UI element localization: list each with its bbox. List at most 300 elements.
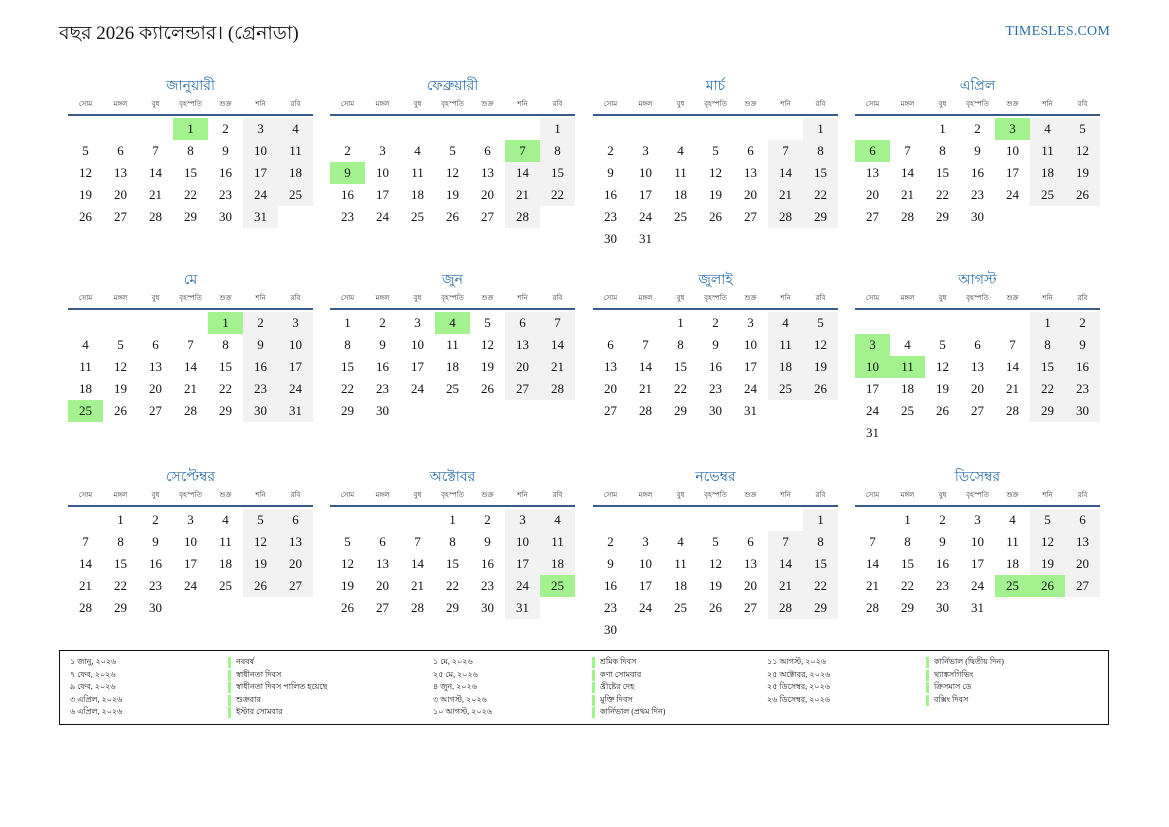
day-cell: 9: [607, 165, 614, 180]
day-cell: 11: [1030, 140, 1065, 162]
weekday-label: মঙ্গল: [638, 294, 653, 302]
day-cell: 16: [709, 359, 722, 374]
day-cell: 5: [344, 534, 351, 549]
day-cell: 12: [803, 334, 838, 356]
day-cell: 7: [768, 531, 803, 553]
holiday-date: ১০ আগস্ট, ২০২৬: [433, 707, 493, 717]
day-cell: 19: [936, 381, 949, 396]
weekday-header: [855, 98, 1100, 112]
day-cell: 17: [411, 359, 424, 374]
weekday-label: বুধ: [413, 100, 422, 108]
day-cell: 16: [341, 187, 354, 202]
day-cell: 15: [114, 556, 127, 571]
day-cell: 23: [709, 381, 722, 396]
day-cell: 22: [540, 184, 575, 206]
day-cell: 12: [79, 165, 92, 180]
day-cell: 24: [639, 209, 652, 224]
day-cell: 4: [1009, 512, 1016, 527]
day-cell: 1: [803, 118, 838, 140]
weekday-label: সোম: [865, 294, 880, 302]
day-cell: 23: [604, 209, 617, 224]
day-cell: 26: [709, 209, 722, 224]
holiday-day-cell: 6: [855, 140, 890, 162]
day-cell: 18: [540, 553, 575, 575]
day-cell: 19: [803, 356, 838, 378]
day-cell: 16: [243, 356, 278, 378]
day-cell: 20: [505, 356, 540, 378]
day-cell: 21: [540, 356, 575, 378]
weekday-label: শনি: [517, 294, 528, 302]
day-cell: 6: [1065, 509, 1100, 531]
day-cell: 23: [149, 578, 162, 593]
weekday-label: বুধ: [151, 294, 160, 302]
day-cell: 10: [184, 534, 197, 549]
day-cell: 18: [1030, 162, 1065, 184]
day-cell: 31: [505, 597, 540, 619]
day-cell: 14: [901, 165, 914, 180]
day-cell: 7: [904, 143, 911, 158]
day-cell: 7: [187, 337, 194, 352]
day-cell: 7: [82, 534, 89, 549]
day-cell: 25: [674, 600, 687, 615]
day-cell: 26: [1065, 184, 1100, 206]
weekday-label: শনি: [255, 491, 266, 499]
weekday-label: শুক্র: [744, 491, 757, 499]
holiday-marker: [592, 695, 595, 706]
day-cell: 14: [768, 162, 803, 184]
month-name: আগস্ট: [958, 273, 997, 288]
day-cell: 26: [79, 209, 92, 224]
day-cell: 23: [243, 378, 278, 400]
holiday-day-cell: 4: [435, 312, 470, 334]
day-cell: 13: [1065, 531, 1100, 553]
weekday-label: সোম: [78, 491, 93, 499]
day-cell: 7: [642, 337, 649, 352]
weekday-label: মঙ্গল: [638, 491, 653, 499]
day-cell: 31: [971, 600, 984, 615]
day-cell: 21: [149, 187, 162, 202]
weekday-label: শুক্র: [219, 491, 232, 499]
day-cell: 21: [184, 381, 197, 396]
day-cell: 2: [939, 512, 946, 527]
weekday-label: রবি: [815, 491, 826, 499]
day-cell: 10: [1006, 143, 1019, 158]
day-cell: 28: [411, 600, 424, 615]
day-cell: 25: [901, 403, 914, 418]
weekday-header: [593, 98, 838, 112]
day-cell: 3: [187, 512, 194, 527]
page-title: বছর 2026 ক্যালেন্ডার। (গ্রেনাডা): [59, 23, 299, 44]
weekday-label: বৃহস্পতি: [966, 100, 989, 108]
month-name: জুলাই: [698, 273, 733, 288]
day-cell: 6: [379, 534, 386, 549]
header-rule: [330, 505, 575, 507]
holiday-name: থ্যাঙ্কসগিভিং: [934, 669, 974, 679]
weekday-header: [593, 292, 838, 306]
day-cell: 24: [505, 575, 540, 597]
day-cell: 22: [341, 381, 354, 396]
day-cell: 22: [446, 578, 459, 593]
weekday-label: মঙ্গল: [375, 100, 390, 108]
day-cell: 9: [607, 556, 614, 571]
day-cell: 18: [674, 187, 687, 202]
day-cell: 26: [709, 600, 722, 615]
month-name: ডিসেম্বর: [954, 470, 1001, 485]
day-cell: 27: [866, 209, 879, 224]
day-cell: 30: [149, 600, 162, 615]
weekday-label: বুধ: [413, 491, 422, 499]
day-cell: 20: [278, 553, 313, 575]
day-cell: 3: [379, 143, 386, 158]
holiday-date: ২৫ অক্টোবর, ২০২৬: [767, 669, 831, 679]
holiday-day-cell: 3: [855, 334, 890, 356]
day-cell: 9: [243, 334, 278, 356]
weekday-label: বৃহস্পতি: [966, 491, 989, 499]
day-cell: 2: [484, 512, 491, 527]
holiday-name: কার্নিভাল (দ্বিতীয় দিন): [934, 657, 1004, 666]
header-rule: [68, 505, 313, 507]
day-cell: 15: [446, 556, 459, 571]
day-cell: 23: [376, 381, 389, 396]
holiday-day-cell: 1: [208, 312, 243, 334]
day-cell: 19: [709, 578, 722, 593]
weekday-label: শনি: [517, 100, 528, 108]
day-cell: 12: [1030, 531, 1065, 553]
day-cell: 6: [974, 337, 981, 352]
day-cell: 25: [674, 209, 687, 224]
day-cell: 27: [971, 403, 984, 418]
weekday-label: মঙ্গল: [113, 100, 128, 108]
day-cell: 5: [1030, 509, 1065, 531]
day-cell: 17: [278, 356, 313, 378]
day-cell: 30: [604, 622, 617, 637]
day-cell: 12: [243, 531, 278, 553]
day-cell: 6: [484, 143, 491, 158]
day-cell: 6: [747, 534, 754, 549]
day-cell: 5: [243, 509, 278, 531]
holiday-date: ৪ জুন, ২০২৬: [433, 682, 477, 692]
day-cell: 2: [152, 512, 159, 527]
weekday-label: শুক্র: [481, 100, 494, 108]
holiday-date: ৩ এপ্রিল, ২০২৬: [70, 694, 123, 704]
weekday-label: শনি: [780, 491, 791, 499]
day-cell: 6: [505, 312, 540, 334]
weekday-label: সোম: [603, 100, 618, 108]
day-cell: 5: [449, 143, 456, 158]
day-cell: 1: [1030, 312, 1065, 334]
day-cell: 3: [974, 512, 981, 527]
holiday-date: ৬ এপ্রিল, ২০২৬: [70, 707, 123, 717]
weekday-label: রবি: [552, 100, 563, 108]
weekday-label: শুক্র: [481, 491, 494, 499]
holiday-name: কণা সোমবার: [600, 669, 642, 679]
day-cell: 29: [803, 206, 838, 228]
day-cell: 3: [243, 118, 278, 140]
day-cell: 8: [803, 531, 838, 553]
day-cell: 2: [222, 121, 229, 136]
day-cell: 8: [117, 534, 124, 549]
day-cell: 5: [712, 534, 719, 549]
day-cell: 4: [677, 143, 684, 158]
header-rule: [68, 114, 313, 116]
day-cell: 30: [243, 400, 278, 422]
day-cell: 9: [1065, 334, 1100, 356]
day-cell: 30: [219, 209, 232, 224]
day-cell: 6: [152, 337, 159, 352]
day-cell: 25: [768, 378, 803, 400]
day-cell: 14: [768, 553, 803, 575]
weekday-label: বৃহস্পতি: [441, 491, 464, 499]
day-cell: 12: [1065, 140, 1100, 162]
holiday-marker: [926, 695, 929, 706]
site-link[interactable]: TIMESLES.COM: [1005, 24, 1110, 39]
day-cell: 28: [184, 403, 197, 418]
day-cell: 4: [1030, 118, 1065, 140]
day-cell: 18: [278, 162, 313, 184]
day-cell: 5: [939, 337, 946, 352]
day-cell: 27: [1065, 575, 1100, 597]
day-cell: 15: [936, 165, 949, 180]
day-cell: 17: [1006, 165, 1019, 180]
day-cell: 2: [243, 312, 278, 334]
day-cell: 24: [243, 184, 278, 206]
weekday-label: শনি: [1042, 294, 1053, 302]
weekday-header: [68, 489, 313, 503]
holiday-marker: [926, 657, 929, 668]
day-cell: 3: [414, 315, 421, 330]
day-cell: 15: [803, 162, 838, 184]
day-cell: 4: [540, 509, 575, 531]
header-rule: [330, 114, 575, 116]
day-cell: 12: [341, 556, 354, 571]
day-cell: 21: [639, 381, 652, 396]
weekday-label: শুক্র: [744, 100, 757, 108]
day-cell: 8: [1030, 334, 1065, 356]
day-cell: 7: [414, 534, 421, 549]
day-cell: 20: [744, 578, 757, 593]
weekday-label: সোম: [78, 294, 93, 302]
day-cell: 21: [79, 578, 92, 593]
day-cell: 16: [376, 359, 389, 374]
day-cell: 11: [79, 359, 92, 374]
day-cell: 10: [411, 337, 424, 352]
day-cell: 30: [936, 600, 949, 615]
day-cell: 20: [114, 187, 127, 202]
day-cell: 20: [149, 381, 162, 396]
holiday-date: ৯ ফেব, ২০২৬: [70, 682, 116, 692]
header-rule: [593, 114, 838, 116]
day-cell: 15: [219, 359, 232, 374]
day-cell: 20: [481, 187, 494, 202]
day-cell: 15: [674, 359, 687, 374]
day-cell: 30: [971, 209, 984, 224]
weekday-label: শনি: [255, 294, 266, 302]
day-cell: 28: [540, 378, 575, 400]
day-cell: 17: [376, 187, 389, 202]
weekday-label: মঙ্গল: [900, 491, 915, 499]
weekday-label: শনি: [1042, 100, 1053, 108]
day-cell: 19: [243, 553, 278, 575]
weekday-label: বৃহস্পতি: [704, 294, 727, 302]
weekday-label: রবি: [290, 491, 301, 499]
day-cell: 22: [901, 578, 914, 593]
holiday-date: ১১ আগস্ট, ২০২৬: [767, 657, 827, 666]
day-cell: 28: [866, 600, 879, 615]
day-cell: 4: [904, 337, 911, 352]
day-cell: 29: [341, 403, 354, 418]
day-cell: 17: [505, 553, 540, 575]
day-cell: 11: [219, 534, 232, 549]
header-rule: [593, 505, 838, 507]
day-cell: 29: [446, 600, 459, 615]
day-cell: 27: [149, 403, 162, 418]
day-cell: 17: [639, 578, 652, 593]
weekday-label: মঙ্গল: [113, 294, 128, 302]
holiday-marker: [592, 670, 595, 681]
day-cell: 24: [866, 403, 879, 418]
month-name: অক্টোবর: [429, 470, 476, 485]
weekday-label: বৃহস্পতি: [441, 294, 464, 302]
holiday-day-cell: 25: [995, 575, 1030, 597]
holiday-legend: [59, 650, 1109, 725]
day-cell: 4: [278, 118, 313, 140]
day-cell: 23: [936, 578, 949, 593]
day-cell: 29: [901, 600, 914, 615]
day-cell: 13: [744, 556, 757, 571]
day-cell: 11: [446, 337, 459, 352]
day-cell: 25: [219, 578, 232, 593]
day-cell: 16: [604, 187, 617, 202]
day-cell: 17: [971, 556, 984, 571]
day-cell: 13: [278, 531, 313, 553]
weekday-label: শনি: [255, 100, 266, 108]
weekday-label: সোম: [340, 294, 355, 302]
weekday-label: বুধ: [676, 100, 685, 108]
holiday-day-cell: 11: [890, 356, 925, 378]
holiday-date: ৩ আগস্ট, ২০২৬: [433, 694, 487, 704]
day-cell: 11: [674, 556, 687, 571]
day-cell: 5: [1065, 118, 1100, 140]
holiday-marker: [926, 670, 929, 681]
day-cell: 10: [639, 556, 652, 571]
day-cell: 3: [747, 315, 754, 330]
holiday-day-cell: 25: [68, 400, 103, 422]
day-cell: 27: [505, 378, 540, 400]
weekday-label: রবি: [552, 294, 563, 302]
day-cell: 31: [278, 400, 313, 422]
day-cell: 14: [639, 359, 652, 374]
day-cell: 5: [82, 143, 89, 158]
day-cell: 8: [540, 140, 575, 162]
day-cell: 5: [117, 337, 124, 352]
day-cell: 11: [278, 140, 313, 162]
holiday-marker: [228, 670, 231, 681]
header-rule: [330, 308, 575, 310]
day-cell: 29: [184, 209, 197, 224]
day-cell: 24: [744, 381, 757, 396]
day-cell: 16: [149, 556, 162, 571]
day-cell: 14: [184, 359, 197, 374]
day-cell: 4: [82, 337, 89, 352]
day-cell: 13: [376, 556, 389, 571]
holiday-marker: [592, 707, 595, 718]
day-cell: 26: [243, 575, 278, 597]
day-cell: 6: [117, 143, 124, 158]
day-cell: 13: [505, 334, 540, 356]
day-cell: 15: [540, 162, 575, 184]
day-cell: 8: [222, 337, 229, 352]
day-cell: 18: [411, 187, 424, 202]
holiday-name: বক্সিং দিবস: [934, 694, 969, 704]
day-cell: 8: [344, 337, 351, 352]
day-cell: 26: [446, 209, 459, 224]
day-cell: 19: [1030, 553, 1065, 575]
holiday-day-cell: 25: [540, 575, 575, 597]
day-cell: 13: [481, 165, 494, 180]
day-cell: 28: [505, 206, 540, 228]
day-cell: 17: [866, 381, 879, 396]
header-rule: [855, 505, 1100, 507]
weekday-label: বুধ: [938, 100, 947, 108]
weekday-label: রবি: [1077, 100, 1088, 108]
day-cell: 28: [1006, 403, 1019, 418]
day-cell: 2: [344, 143, 351, 158]
weekday-header: [593, 489, 838, 503]
day-cell: 26: [936, 403, 949, 418]
day-cell: 8: [803, 140, 838, 162]
day-cell: 30: [604, 231, 617, 246]
day-cell: 20: [604, 381, 617, 396]
day-cell: 20: [971, 381, 984, 396]
day-cell: 11: [540, 531, 575, 553]
day-cell: 15: [1030, 356, 1065, 378]
holiday-day-cell: 3: [995, 118, 1030, 140]
day-cell: 9: [152, 534, 159, 549]
day-cell: 10: [971, 534, 984, 549]
holiday-name: শুক্রবার: [236, 694, 261, 704]
day-cell: 9: [484, 534, 491, 549]
day-cell: 8: [904, 534, 911, 549]
day-cell: 13: [149, 359, 162, 374]
month-name: জানুয়ারী: [166, 79, 215, 94]
header-rule: [855, 114, 1100, 116]
day-cell: 21: [866, 578, 879, 593]
weekday-header: [855, 489, 1100, 503]
day-cell: 10: [376, 165, 389, 180]
day-cell: 19: [114, 381, 127, 396]
day-cell: 1: [344, 315, 351, 330]
weekday-label: সোম: [603, 491, 618, 499]
weekday-label: বৃহস্পতি: [179, 100, 202, 108]
weekday-label: শনি: [780, 100, 791, 108]
day-cell: 4: [222, 512, 229, 527]
day-cell: 14: [540, 334, 575, 356]
weekday-label: সোম: [78, 100, 93, 108]
day-cell: 7: [768, 140, 803, 162]
day-cell: 8: [187, 143, 194, 158]
weekday-label: বৃহস্পতি: [966, 294, 989, 302]
day-cell: 3: [642, 534, 649, 549]
weekday-label: রবি: [815, 294, 826, 302]
holiday-name: মুক্তি দিবস: [600, 694, 633, 704]
day-cell: 31: [744, 403, 757, 418]
header-rule: [68, 308, 313, 310]
day-cell: 1: [904, 512, 911, 527]
day-cell: 2: [607, 143, 614, 158]
holiday-name: ইস্টার সোমবার: [236, 707, 283, 717]
day-cell: 1: [803, 509, 838, 531]
day-cell: 16: [1065, 356, 1100, 378]
